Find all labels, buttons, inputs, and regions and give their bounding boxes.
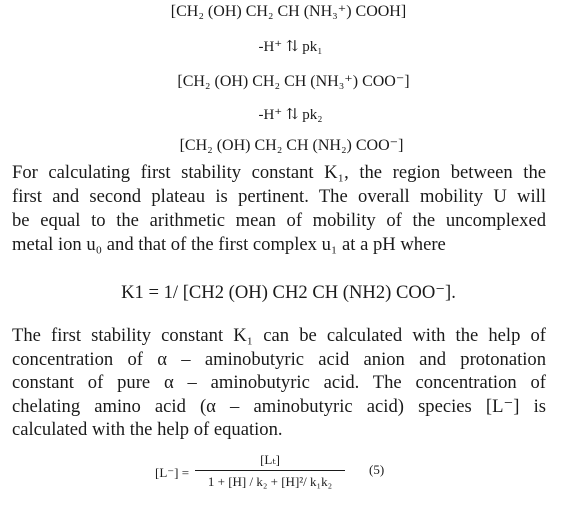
equation-number: (5) (369, 462, 385, 477)
fraction-denominator: 1 + [H] / k₂ + [H]²/ k₁k₂ (207, 474, 333, 489)
equation-lhs: [L⁻] = (155, 465, 190, 480)
reaction-species-1: [CH₂ (OH) CH₂ CH (NH₃⁺) COOH] (170, 3, 407, 20)
reaction-species-2: [CH₂ (OH) CH₂ CH (NH₃⁺) COO⁻] (177, 73, 410, 90)
paragraph-line: chelating amino acid (α – aminobutyric acid) species [L⁻] is (12, 396, 546, 417)
paragraph-line: calculated with the help of equation. (12, 419, 283, 440)
fraction-numerator: [Lₜ] (260, 452, 280, 467)
deprotonation-step-1: -H⁺ ⇅ pk₁ (258, 39, 323, 55)
formula-k1: K1 = 1/ [CH2 (OH) CH2 CH (NH2) COO⁻]. (121, 282, 456, 303)
equation-5 (155, 448, 475, 504)
paragraph-line: constant of pure α – aminobutyric acid. The concentration of (12, 372, 546, 393)
paragraph-line: first and second plateau is pertinent. The overall mobility U will (12, 186, 546, 207)
paragraph-line: concentration of α – aminobutyric acid anion and protonation (12, 349, 546, 370)
paragraph-line: metal ion u₀ and that of the first complex u₁ at a pH where (12, 234, 446, 255)
reaction-species-3: [CH₂ (OH) CH₂ CH (NH₂) COO⁻] (179, 137, 404, 154)
paragraph-line: For calculating first stability constant K₁, the region between the (12, 162, 546, 183)
deprotonation-step-2: -H⁺ ⇅ pk₂ (258, 107, 323, 123)
paragraph-line: be equal to the arithmetic mean of mobility of the uncomplexed (12, 210, 546, 231)
paragraph-line: The first stability constant K₁ can be calculated with the help of (12, 325, 546, 346)
fraction (195, 452, 345, 490)
